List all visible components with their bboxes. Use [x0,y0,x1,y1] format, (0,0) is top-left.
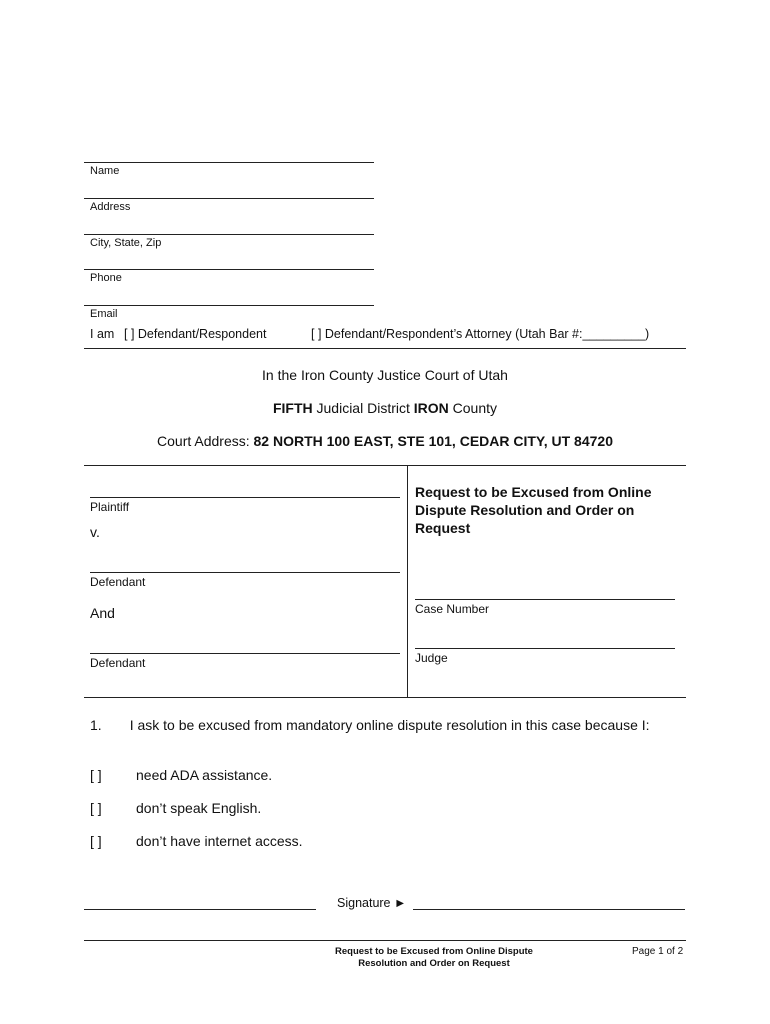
document-title: Request to be Excused from Online Dispute Resolution and Order on Request [415,484,652,536]
option-ada[interactable] [90,767,273,783]
and-text: And [90,605,115,621]
address-label: Address [90,201,131,213]
county-text: County [448,400,498,416]
checkbox[interactable]: [ ] [90,767,102,783]
court-address-label: Court Address: [157,433,254,449]
signature-label: Signature ► [337,896,407,910]
email-line [84,305,374,306]
city-label: City, State, Zip [90,237,162,249]
checkbox[interactable]: [ ] [90,833,102,849]
name-label: Name [90,165,120,177]
case-number-label: Case Number [415,602,490,616]
phone-label: Phone [90,272,122,284]
page-number: Page 1 of 2 [632,946,684,957]
plaintiff-line [90,497,400,498]
defendant-line-2 [90,653,400,654]
footer-divider [84,940,686,941]
email-label: Email [90,308,118,320]
defendant-label-2: Defendant [90,656,146,670]
date-line [84,909,316,910]
versus: v. [90,524,100,540]
caption-bottom-border [84,697,686,698]
judge-label: Judge [415,651,448,665]
option-text: don’t have internet access. [136,833,303,849]
footer-title-line-1: Request to be Excused from Online Dispute [335,946,533,957]
item-number: 1. [90,717,102,733]
signature-line[interactable] [413,909,685,910]
footer-title-line-2: Resolution and Order on Request [358,958,510,969]
caption-top-border [84,465,686,466]
defendant-label-1: Defendant [90,575,146,589]
district-text: Judicial District [312,400,414,416]
case-number-line [415,599,675,600]
caption-divider [407,465,408,698]
judge-line [415,648,675,649]
defendant-line-1 [90,572,400,573]
option-internet[interactable] [90,833,303,849]
role-option-defendant[interactable]: [ ] Defendant/Respondent [124,327,267,341]
footer-title [300,946,568,970]
court-address [84,433,686,449]
city-line [84,234,374,235]
statement-text: I ask to be excused from mandatory online dispute resolution in this case because I: [129,717,650,733]
option-english[interactable] [90,800,262,816]
phone-line [84,269,374,270]
request-statement [90,716,650,734]
court-name: In the Iron County Justice Court of Utah [262,367,508,383]
court-district [84,400,686,416]
option-text: don’t speak English. [136,800,262,816]
address-line [84,198,374,199]
header-divider [84,348,686,349]
role-prefix: I am [90,327,115,341]
court-address-value: 82 NORTH 100 EAST, STE 101, CEDAR CITY, UT 84720 [253,433,613,449]
option-text: need ADA assistance. [136,767,273,783]
checkbox[interactable]: [ ] [90,800,102,816]
name-line [84,162,374,163]
county-name: IRON [413,400,449,416]
plaintiff-label: Plaintiff [90,500,130,514]
district-name: FIFTH [272,400,313,416]
role-option-attorney[interactable]: [ ] Defendant/Respondent’s Attorney (Utah Bar #:_________) [311,327,650,341]
